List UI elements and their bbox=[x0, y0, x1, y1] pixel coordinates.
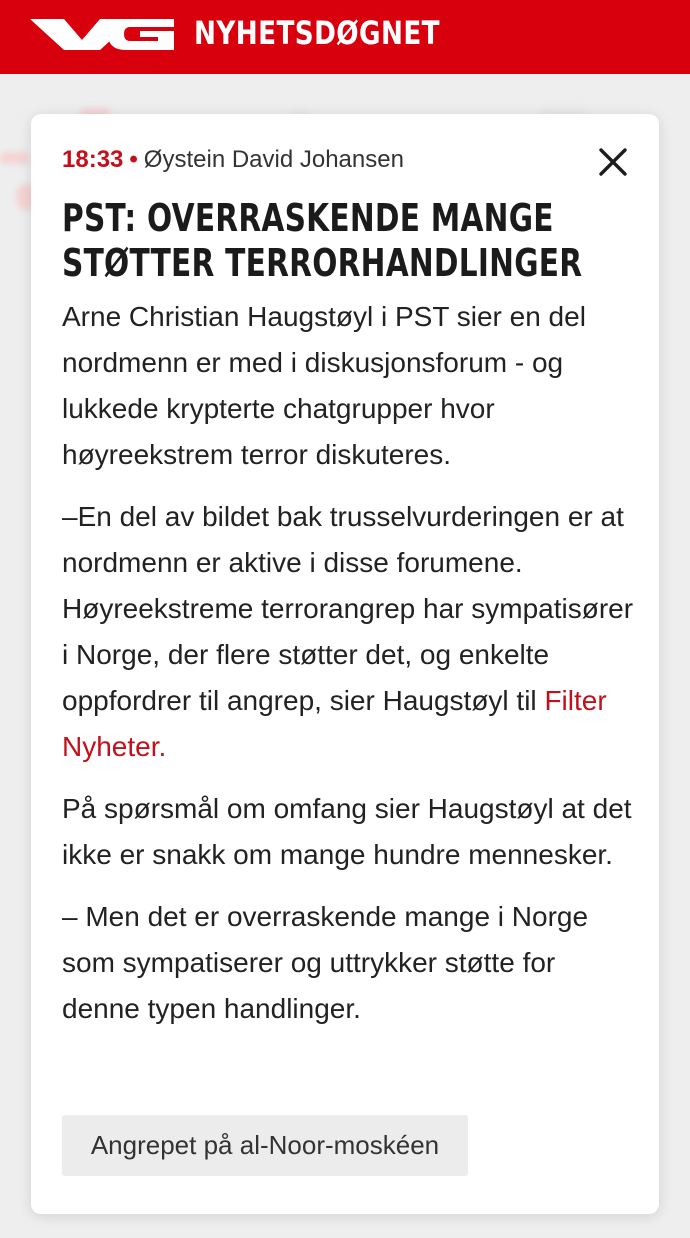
headline bbox=[62, 196, 624, 286]
article-body bbox=[62, 294, 637, 1048]
paragraph-text: –En del av bildet bak trusselvurderingen er at nordmenn er aktive i disse forumene. Høyreekstreme terrorangrep har sympatisører i Norge, der flere støtter det, og enkelte oppfordrer til angrep, sier Haugstøyl til bbox=[62, 501, 634, 716]
section-title[interactable]: NYHETSDØGNET bbox=[194, 14, 440, 52]
vg-logo[interactable] bbox=[30, 16, 174, 52]
filter-nyheter-link[interactable]: Filter Nyheter. bbox=[62, 685, 607, 762]
news-card bbox=[31, 114, 659, 1214]
paragraph: På spørsmål om omfang sier Haugstøyl at det ikke er snakk om mange hundre mennesker. bbox=[62, 793, 632, 870]
paragraph: Arne Christian Haugstøyl i PST sier en del nordmenn er med i diskusjonsforum - og lukkede krypterte chatgrupper hvor høyreekstrem terror diskuteres. bbox=[62, 301, 586, 470]
topic-tag-button[interactable]: Angrepet på al-Noor-moskéen bbox=[62, 1115, 468, 1176]
author-name: Øystein David Johansen bbox=[143, 146, 404, 173]
article-meta bbox=[62, 145, 404, 175]
close-icon[interactable] bbox=[595, 144, 631, 180]
headline-line: PST: OVERRASKENDE MANGE bbox=[62, 196, 554, 240]
meta-separator: • bbox=[129, 146, 138, 173]
headline-line: STØTTER TERRORHANDLINGER bbox=[62, 241, 583, 285]
top-bar bbox=[0, 0, 690, 74]
paragraph: – Men det er overraskende mange i Norge som sympatiserer og uttrykker støtte for denne typen handlinger. bbox=[62, 901, 589, 1024]
timestamp: 18:33 bbox=[62, 146, 124, 173]
blurred-content bbox=[0, 152, 30, 164]
paragraph bbox=[62, 494, 637, 770]
